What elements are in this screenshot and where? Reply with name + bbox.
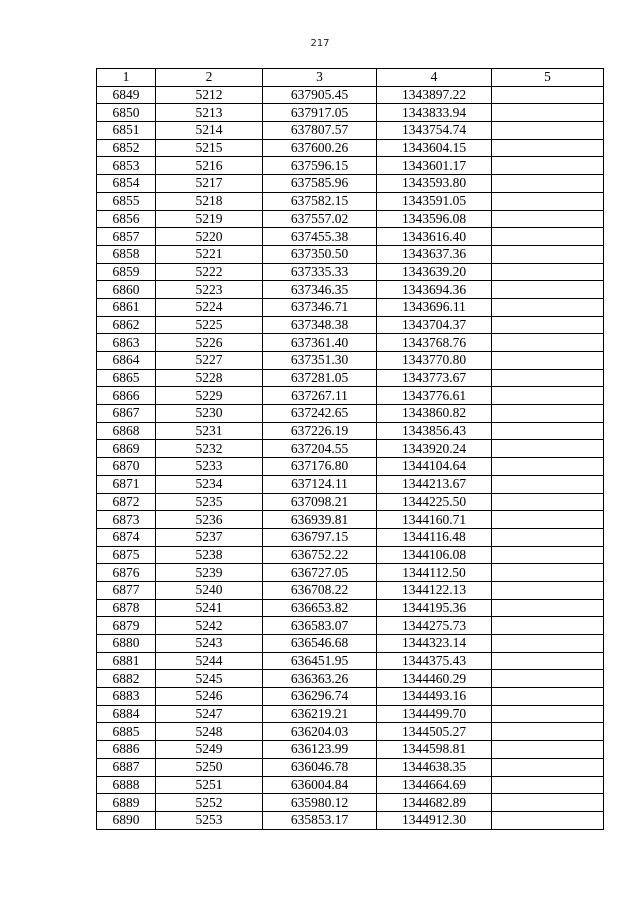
table-row <box>97 458 604 476</box>
table-row <box>97 175 604 193</box>
table-row <box>97 635 604 653</box>
table-row <box>97 157 604 175</box>
x-coordinate-cell: 636363.26 <box>263 670 377 688</box>
y-coordinate-cell: 1343770.80 <box>377 352 492 370</box>
point-number-cell: 6880 <box>97 635 156 653</box>
vertex-number-cell: 5226 <box>156 334 263 352</box>
x-coordinate-cell: 635980.12 <box>263 794 377 812</box>
y-coordinate-cell: 1343704.37 <box>377 316 492 334</box>
note-cell <box>492 405 604 423</box>
x-coordinate-cell: 637204.55 <box>263 440 377 458</box>
note-cell <box>492 564 604 582</box>
point-number-cell: 6877 <box>97 581 156 599</box>
x-coordinate-cell: 637346.71 <box>263 298 377 316</box>
x-coordinate-cell: 637917.05 <box>263 104 377 122</box>
x-coordinate-cell: 637335.33 <box>263 263 377 281</box>
vertex-number-cell: 5223 <box>156 281 263 299</box>
y-coordinate-cell: 1343616.40 <box>377 228 492 246</box>
y-coordinate-cell: 1344275.73 <box>377 617 492 635</box>
vertex-number-cell: 5253 <box>156 811 263 829</box>
y-coordinate-cell: 1344493.16 <box>377 688 492 706</box>
point-number-cell: 6862 <box>97 316 156 334</box>
table-row <box>97 440 604 458</box>
x-coordinate-cell: 636583.07 <box>263 617 377 635</box>
table-row <box>97 617 604 635</box>
table-row <box>97 741 604 759</box>
point-number-cell: 6885 <box>97 723 156 741</box>
vertex-number-cell: 5235 <box>156 493 263 511</box>
vertex-number-cell: 5244 <box>156 652 263 670</box>
note-cell <box>492 688 604 706</box>
point-number-cell: 6850 <box>97 104 156 122</box>
vertex-number-cell: 5227 <box>156 352 263 370</box>
x-coordinate-cell: 637351.30 <box>263 352 377 370</box>
y-coordinate-cell: 1344195.36 <box>377 599 492 617</box>
x-coordinate-cell: 637176.80 <box>263 458 377 476</box>
vertex-number-cell: 5234 <box>156 475 263 493</box>
table-row <box>97 811 604 829</box>
note-cell <box>492 458 604 476</box>
y-coordinate-cell: 1344499.70 <box>377 705 492 723</box>
y-coordinate-cell: 1344106.08 <box>377 546 492 564</box>
point-number-cell: 6858 <box>97 245 156 263</box>
x-coordinate-cell: 636046.78 <box>263 758 377 776</box>
table-row <box>97 581 604 599</box>
note-cell <box>492 741 604 759</box>
point-number-cell: 6860 <box>97 281 156 299</box>
table-row <box>97 122 604 140</box>
note-cell <box>492 175 604 193</box>
vertex-number-cell: 5219 <box>156 210 263 228</box>
y-coordinate-cell: 1344598.81 <box>377 741 492 759</box>
x-coordinate-cell: 637281.05 <box>263 369 377 387</box>
vertex-number-cell: 5212 <box>156 86 263 104</box>
note-cell <box>492 122 604 140</box>
vertex-number-cell: 5245 <box>156 670 263 688</box>
x-coordinate-cell: 637350.50 <box>263 245 377 263</box>
x-coordinate-cell: 637596.15 <box>263 157 377 175</box>
y-coordinate-cell: 1343637.36 <box>377 245 492 263</box>
vertex-number-cell: 5221 <box>156 245 263 263</box>
x-coordinate-cell: 637348.38 <box>263 316 377 334</box>
x-coordinate-cell: 637582.15 <box>263 192 377 210</box>
note-cell <box>492 228 604 246</box>
note-cell <box>492 617 604 635</box>
table-row <box>97 546 604 564</box>
note-cell <box>492 635 604 653</box>
point-number-cell: 6851 <box>97 122 156 140</box>
point-number-cell: 6887 <box>97 758 156 776</box>
note-cell <box>492 210 604 228</box>
note-cell <box>492 334 604 352</box>
y-coordinate-cell: 1344213.67 <box>377 475 492 493</box>
point-number-cell: 6873 <box>97 511 156 529</box>
point-number-cell: 6881 <box>97 652 156 670</box>
point-number-cell: 6890 <box>97 811 156 829</box>
note-cell <box>492 298 604 316</box>
note-cell <box>492 723 604 741</box>
vertex-number-cell: 5230 <box>156 405 263 423</box>
note-cell <box>492 546 604 564</box>
y-coordinate-cell: 1344225.50 <box>377 493 492 511</box>
table-row <box>97 475 604 493</box>
point-number-cell: 6876 <box>97 564 156 582</box>
x-coordinate-cell: 637267.11 <box>263 387 377 405</box>
y-coordinate-cell: 1344638.35 <box>377 758 492 776</box>
y-coordinate-cell: 1344664.69 <box>377 776 492 794</box>
y-coordinate-cell: 1343596.08 <box>377 210 492 228</box>
x-coordinate-cell: 637226.19 <box>263 422 377 440</box>
y-coordinate-cell: 1343696.11 <box>377 298 492 316</box>
note-cell <box>492 281 604 299</box>
note-cell <box>492 528 604 546</box>
vertex-number-cell: 5249 <box>156 741 263 759</box>
column-header-4: 4 <box>377 69 492 87</box>
x-coordinate-cell: 636939.81 <box>263 511 377 529</box>
y-coordinate-cell: 1343833.94 <box>377 104 492 122</box>
x-coordinate-cell: 637346.35 <box>263 281 377 299</box>
point-number-cell: 6855 <box>97 192 156 210</box>
y-coordinate-cell: 1344323.14 <box>377 635 492 653</box>
table-row <box>97 192 604 210</box>
table-row <box>97 281 604 299</box>
point-number-cell: 6889 <box>97 794 156 812</box>
table-body <box>97 86 604 829</box>
point-number-cell: 6853 <box>97 157 156 175</box>
note-cell <box>492 670 604 688</box>
note-cell <box>492 705 604 723</box>
table-row <box>97 245 604 263</box>
note-cell <box>492 245 604 263</box>
x-coordinate-cell: 636546.68 <box>263 635 377 653</box>
point-number-cell: 6857 <box>97 228 156 246</box>
y-coordinate-cell: 1343856.43 <box>377 422 492 440</box>
note-cell <box>492 387 604 405</box>
note-cell <box>492 104 604 122</box>
x-coordinate-cell: 636123.99 <box>263 741 377 759</box>
coordinates-table <box>96 68 604 830</box>
x-coordinate-cell: 636797.15 <box>263 528 377 546</box>
point-number-cell: 6865 <box>97 369 156 387</box>
point-number-cell: 6871 <box>97 475 156 493</box>
table-row <box>97 705 604 723</box>
table-row <box>97 564 604 582</box>
y-coordinate-cell: 1343694.36 <box>377 281 492 299</box>
table-row <box>97 369 604 387</box>
y-coordinate-cell: 1343639.20 <box>377 263 492 281</box>
y-coordinate-cell: 1343860.82 <box>377 405 492 423</box>
point-number-cell: 6868 <box>97 422 156 440</box>
table-row <box>97 670 604 688</box>
note-cell <box>492 599 604 617</box>
table-row <box>97 599 604 617</box>
vertex-number-cell: 5218 <box>156 192 263 210</box>
x-coordinate-cell: 637600.26 <box>263 139 377 157</box>
vertex-number-cell: 5232 <box>156 440 263 458</box>
note-cell <box>492 369 604 387</box>
note-cell <box>492 139 604 157</box>
y-coordinate-cell: 1343773.67 <box>377 369 492 387</box>
point-number-cell: 6866 <box>97 387 156 405</box>
y-coordinate-cell: 1344122.13 <box>377 581 492 599</box>
vertex-number-cell: 5216 <box>156 157 263 175</box>
note-cell <box>492 794 604 812</box>
note-cell <box>492 352 604 370</box>
table-row <box>97 758 604 776</box>
vertex-number-cell: 5225 <box>156 316 263 334</box>
x-coordinate-cell: 637557.02 <box>263 210 377 228</box>
point-number-cell: 6870 <box>97 458 156 476</box>
y-coordinate-cell: 1343768.76 <box>377 334 492 352</box>
x-coordinate-cell: 636204.03 <box>263 723 377 741</box>
y-coordinate-cell: 1344682.89 <box>377 794 492 812</box>
y-coordinate-cell: 1343776.61 <box>377 387 492 405</box>
table-row <box>97 652 604 670</box>
point-number-cell: 6878 <box>97 599 156 617</box>
table-row <box>97 405 604 423</box>
vertex-number-cell: 5250 <box>156 758 263 776</box>
point-number-cell: 6867 <box>97 405 156 423</box>
vertex-number-cell: 5213 <box>156 104 263 122</box>
y-coordinate-cell: 1344160.71 <box>377 511 492 529</box>
note-cell <box>492 776 604 794</box>
vertex-number-cell: 5237 <box>156 528 263 546</box>
vertex-number-cell: 5217 <box>156 175 263 193</box>
table-row <box>97 723 604 741</box>
vertex-number-cell: 5248 <box>156 723 263 741</box>
y-coordinate-cell: 1343591.05 <box>377 192 492 210</box>
page-number: 217 <box>310 38 330 49</box>
table-row <box>97 794 604 812</box>
x-coordinate-cell: 637242.65 <box>263 405 377 423</box>
table-row <box>97 493 604 511</box>
table-row <box>97 511 604 529</box>
vertex-number-cell: 5241 <box>156 599 263 617</box>
vertex-number-cell: 5246 <box>156 688 263 706</box>
y-coordinate-cell: 1343604.15 <box>377 139 492 157</box>
table-row <box>97 387 604 405</box>
y-coordinate-cell: 1344116.48 <box>377 528 492 546</box>
note-cell <box>492 581 604 599</box>
note-cell <box>492 652 604 670</box>
table-row <box>97 528 604 546</box>
point-number-cell: 6879 <box>97 617 156 635</box>
point-number-cell: 6869 <box>97 440 156 458</box>
vertex-number-cell: 5251 <box>156 776 263 794</box>
x-coordinate-cell: 637585.96 <box>263 175 377 193</box>
x-coordinate-cell: 637098.21 <box>263 493 377 511</box>
x-coordinate-cell: 637124.11 <box>263 475 377 493</box>
point-number-cell: 6861 <box>97 298 156 316</box>
table-row <box>97 422 604 440</box>
table-row <box>97 263 604 281</box>
x-coordinate-cell: 636653.82 <box>263 599 377 617</box>
x-coordinate-cell: 637455.38 <box>263 228 377 246</box>
point-number-cell: 6852 <box>97 139 156 157</box>
column-header-3: 3 <box>263 69 377 87</box>
y-coordinate-cell: 1344375.43 <box>377 652 492 670</box>
table-header-row <box>97 69 604 87</box>
note-cell <box>492 511 604 529</box>
y-coordinate-cell: 1344912.30 <box>377 811 492 829</box>
x-coordinate-cell: 636727.05 <box>263 564 377 582</box>
y-coordinate-cell: 1344104.64 <box>377 458 492 476</box>
x-coordinate-cell: 637905.45 <box>263 86 377 104</box>
x-coordinate-cell: 635853.17 <box>263 811 377 829</box>
table-row <box>97 228 604 246</box>
table-row <box>97 316 604 334</box>
x-coordinate-cell: 636451.95 <box>263 652 377 670</box>
note-cell <box>492 475 604 493</box>
vertex-number-cell: 5238 <box>156 546 263 564</box>
table-row <box>97 139 604 157</box>
note-cell <box>492 493 604 511</box>
note-cell <box>492 422 604 440</box>
column-header-2: 2 <box>156 69 263 87</box>
note-cell <box>492 86 604 104</box>
vertex-number-cell: 5220 <box>156 228 263 246</box>
vertex-number-cell: 5236 <box>156 511 263 529</box>
table-row <box>97 688 604 706</box>
vertex-number-cell: 5222 <box>156 263 263 281</box>
vertex-number-cell: 5231 <box>156 422 263 440</box>
table-row <box>97 210 604 228</box>
y-coordinate-cell: 1344112.50 <box>377 564 492 582</box>
column-header-5: 5 <box>492 69 604 87</box>
vertex-number-cell: 5214 <box>156 122 263 140</box>
table-row <box>97 104 604 122</box>
note-cell <box>492 157 604 175</box>
y-coordinate-cell: 1343897.22 <box>377 86 492 104</box>
point-number-cell: 6872 <box>97 493 156 511</box>
point-number-cell: 6854 <box>97 175 156 193</box>
table-row <box>97 86 604 104</box>
table-row <box>97 334 604 352</box>
point-number-cell: 6886 <box>97 741 156 759</box>
y-coordinate-cell: 1343754.74 <box>377 122 492 140</box>
point-number-cell: 6883 <box>97 688 156 706</box>
table-row <box>97 776 604 794</box>
y-coordinate-cell: 1344505.27 <box>377 723 492 741</box>
vertex-number-cell: 5252 <box>156 794 263 812</box>
vertex-number-cell: 5242 <box>156 617 263 635</box>
note-cell <box>492 440 604 458</box>
point-number-cell: 6888 <box>97 776 156 794</box>
note-cell <box>492 192 604 210</box>
y-coordinate-cell: 1343920.24 <box>377 440 492 458</box>
vertex-number-cell: 5239 <box>156 564 263 582</box>
x-coordinate-cell: 636752.22 <box>263 546 377 564</box>
vertex-number-cell: 5233 <box>156 458 263 476</box>
vertex-number-cell: 5243 <box>156 635 263 653</box>
vertex-number-cell: 5229 <box>156 387 263 405</box>
y-coordinate-cell: 1343601.17 <box>377 157 492 175</box>
y-coordinate-cell: 1343593.80 <box>377 175 492 193</box>
vertex-number-cell: 5224 <box>156 298 263 316</box>
vertex-number-cell: 5215 <box>156 139 263 157</box>
note-cell <box>492 316 604 334</box>
x-coordinate-cell: 636296.74 <box>263 688 377 706</box>
column-header-1: 1 <box>97 69 156 87</box>
note-cell <box>492 758 604 776</box>
point-number-cell: 6856 <box>97 210 156 228</box>
point-number-cell: 6849 <box>97 86 156 104</box>
point-number-cell: 6874 <box>97 528 156 546</box>
vertex-number-cell: 5228 <box>156 369 263 387</box>
x-coordinate-cell: 636708.22 <box>263 581 377 599</box>
note-cell <box>492 263 604 281</box>
x-coordinate-cell: 636219.21 <box>263 705 377 723</box>
point-number-cell: 6884 <box>97 705 156 723</box>
x-coordinate-cell: 637807.57 <box>263 122 377 140</box>
x-coordinate-cell: 636004.84 <box>263 776 377 794</box>
point-number-cell: 6882 <box>97 670 156 688</box>
point-number-cell: 6859 <box>97 263 156 281</box>
point-number-cell: 6863 <box>97 334 156 352</box>
point-number-cell: 6875 <box>97 546 156 564</box>
point-number-cell: 6864 <box>97 352 156 370</box>
table-row <box>97 352 604 370</box>
vertex-number-cell: 5240 <box>156 581 263 599</box>
note-cell <box>492 811 604 829</box>
x-coordinate-cell: 637361.40 <box>263 334 377 352</box>
table-row <box>97 298 604 316</box>
y-coordinate-cell: 1344460.29 <box>377 670 492 688</box>
vertex-number-cell: 5247 <box>156 705 263 723</box>
